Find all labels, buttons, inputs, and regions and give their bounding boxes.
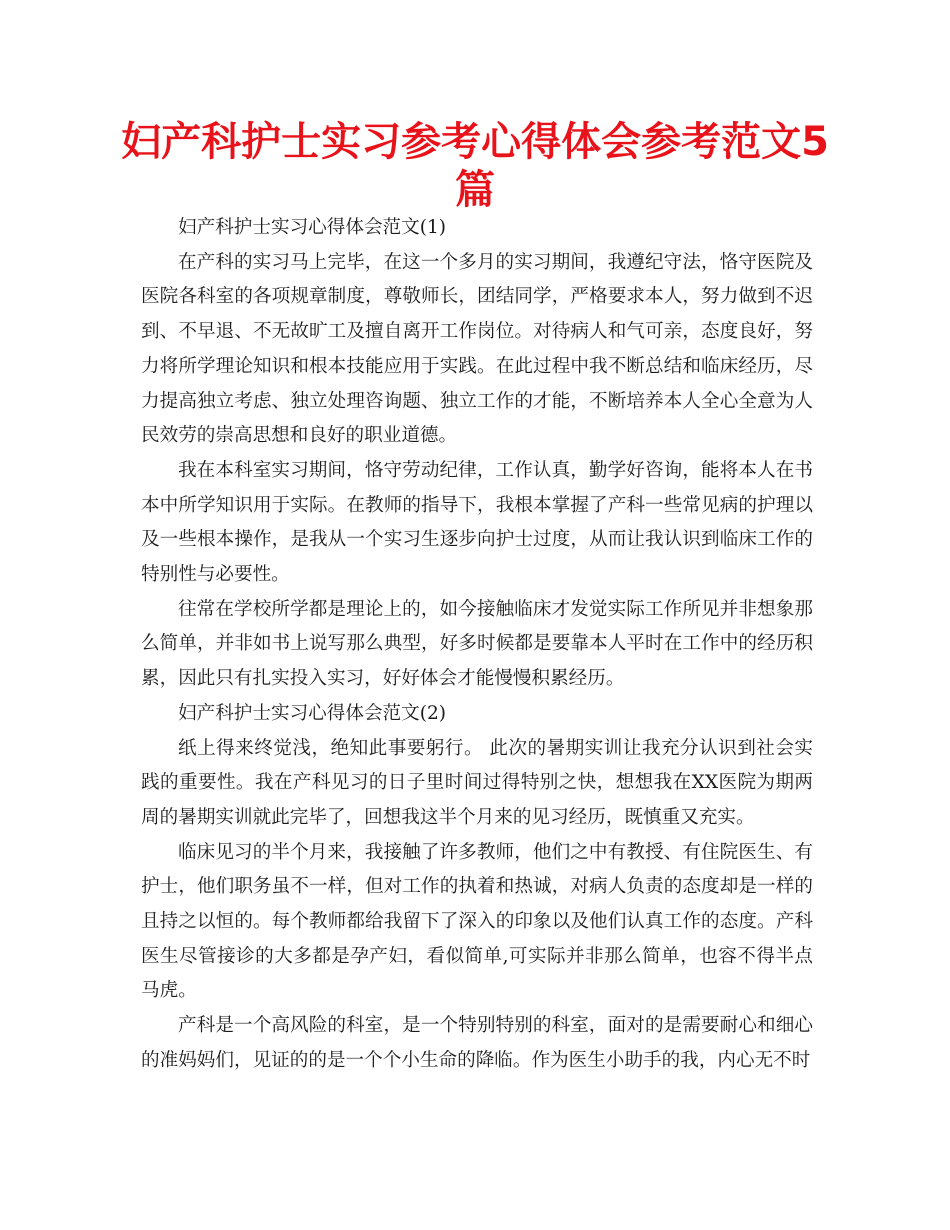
section-heading-2: 妇产科护士实习心得体会范文(2) <box>178 702 447 724</box>
paragraph: 在产科的实习马上完毕，在这一个多月的实习期间，我遵纪守法，恪守医院及医院各科室的各项规章制度，尊敬师长，团结同学，严格要求本人，努力做到不迟到、不早退、不无故旷工及擅自离开工作岗位。对待病人和气可亲，态度良好，努力将所学理论知识和根本技能应用于实践。在此过程中我不断总结和临床经历，尽力提高独立考虑、独立处理咨询题、独立工作的才能，不断培养本人全心全意为人民效劳的崇高思想和良好的职业道德。 <box>141 251 813 447</box>
paragraph: 临床见习的半个月来，我接触了许多教师，他们之中有教授、有住院医生、有护士，他们职务虽不一样，但对工作的执着和热诚，对病人负责的态度却是一样的且持之以恒的。每个教师都给我留下了深入的印象以及他们认真工作的态度。产科医生尽管接诊的大多都是孕产妇，看似简单,可实际并非那么简单，也容不得半点马虎。 <box>141 841 813 1002</box>
paragraph: 我在本科室实习期间，恪守劳动纪律，工作认真，勤学好咨询，能将本人在书本中所学知识用于实际。在教师的指导下，我根本掌握了产科一些常见病的护理以及一些根本操作，是我从一个实习生逐步向护士过度，从而让我认识到临床工作的特别性与必要性。 <box>141 459 813 586</box>
section-heading-1: 妇产科护士实习心得体会范文(1) <box>178 217 447 238</box>
document-title: 妇产科护士实习参考心得体会参考范文5篇 <box>121 119 829 213</box>
paragraph: 往常在学校所学都是理论上的，如今接触临床才发觉实际工作所见并非想象那么简单，并非如书上说写那么典型，好多时候都是要靠本人平时在工作中的经历积累，因此只有扎实投入实习，好好体会才能慢慢积累经历。 <box>141 598 813 690</box>
paragraph: 纸上得来终觉浅，绝知此事要躬行。 此次的暑期实训让我充分认识到社会实践的重要性。我在产科见习的日子里时间过得特别之快，想想我在XX医院为期两周的暑期实训就此完毕了，回想我这半个月来的见习经历，既慎重又充实。 <box>141 737 813 828</box>
document-body <box>141 211 813 1079</box>
paragraph: 产科是一个高风险的科室，是一个特别特别的科室，面对的是需要耐心和细心的准妈妈们，见证的的是一个个小生命的降临。作为医生小助手的我，内心无不时 <box>141 1015 813 1071</box>
